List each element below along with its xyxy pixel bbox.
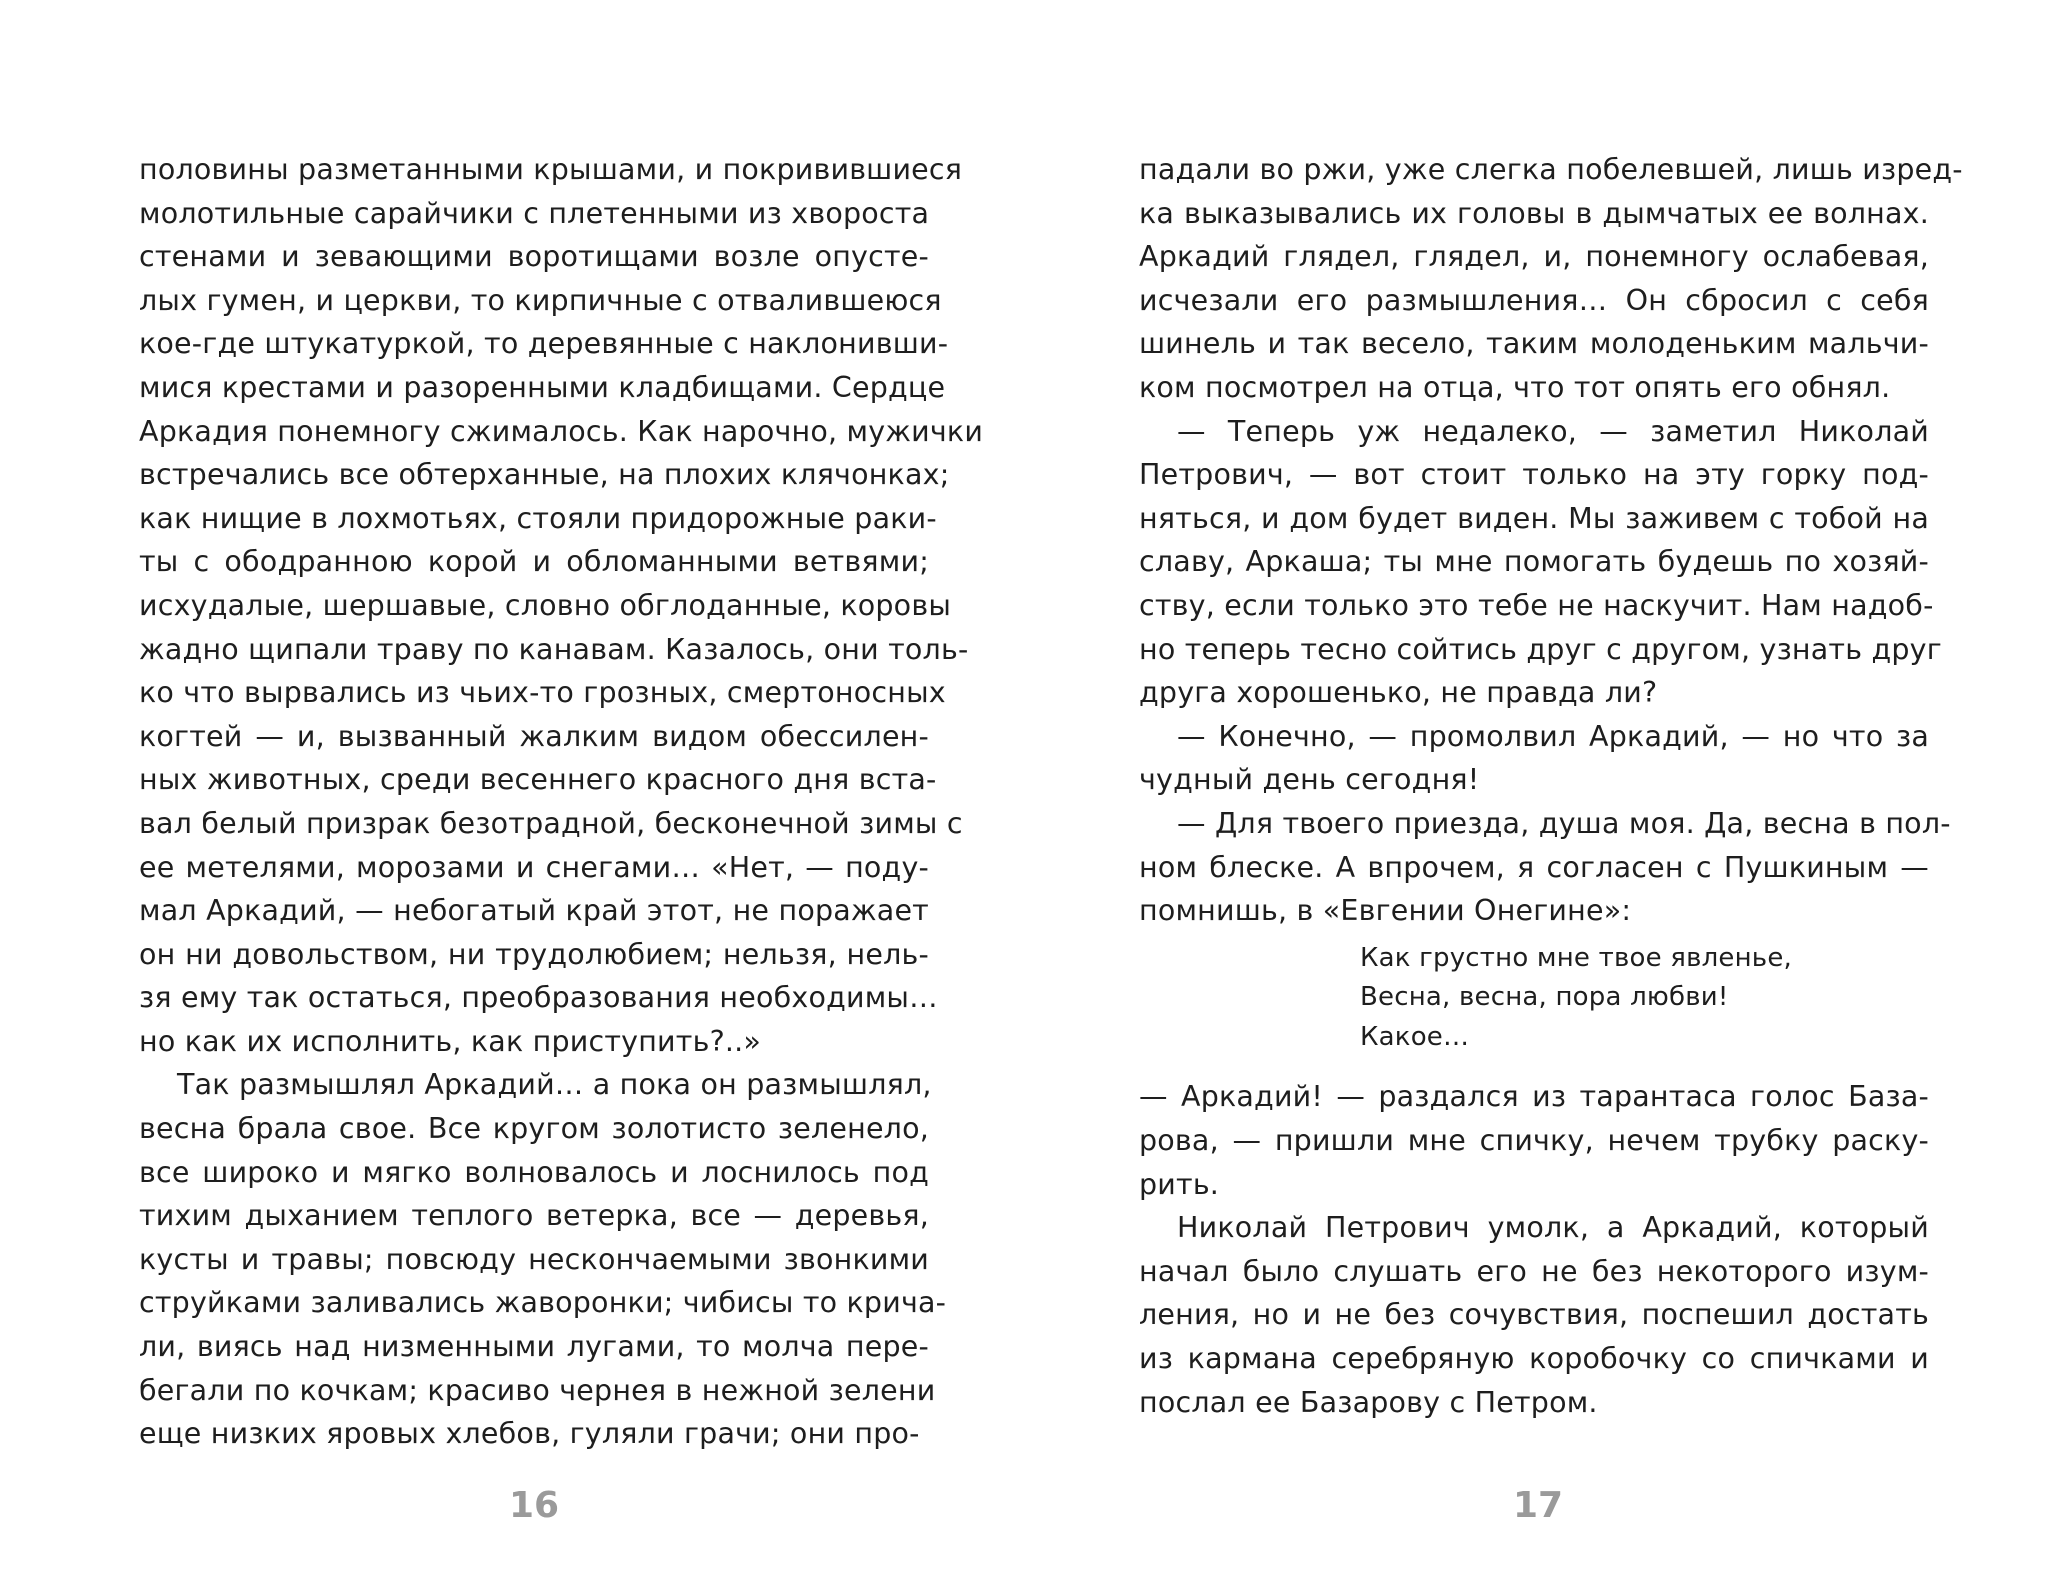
text-line: Аркадий глядел, глядел, и, понемногу ослабевая,: [1139, 240, 1929, 274]
right-page: [1024, 0, 2048, 1575]
verse-line: Как грустно мне твое явленье,: [1360, 942, 1792, 973]
paragraph: [1139, 410, 1942, 715]
paragraph: [1139, 1206, 1929, 1424]
verse-line: Какое…: [1360, 1021, 1470, 1052]
left-page-text: [139, 148, 984, 1456]
text-line: ли, виясь над низменными лугами, то молча пере-: [139, 1330, 929, 1364]
text-line: ты с ободранною корой и обломанными ветвями;: [139, 545, 929, 579]
text-line: кое-где штукатуркой, то деревянные с наклонивши-: [139, 327, 949, 361]
text-line: начал было слушать его не без некоторого изум-: [1139, 1254, 1929, 1288]
text-line: Николай Петрович умолк, а Аркадий, который: [1177, 1211, 1929, 1245]
text-line: жадно щипали траву по канавам. Казалось, они толь-: [139, 632, 969, 666]
text-line: ству, если только это тебе не наскучит. Нам надоб-: [1139, 588, 1934, 622]
page-number-right: 17: [1512, 1485, 1564, 1526]
text-line: ном блеске. А впрочем, я согласен с Пушкиным —: [1139, 850, 1929, 884]
text-line: струйками заливались жаворонки; чибисы то крича-: [139, 1286, 947, 1320]
text-line: кусты и травы; повсюду нескончаемыми звонкими: [139, 1242, 929, 1276]
right-text-after-verse: [1139, 1075, 1929, 1424]
text-line: Так размышлял Аркадий… а пока он размышлял,: [177, 1068, 932, 1102]
text-line: рова, — пришли мне спичку, нечем трубку раску-: [1139, 1124, 1929, 1158]
text-line: Аркадия понемногу сжималось. Как нарочно, мужички: [139, 414, 984, 448]
text-line: половины разметанными крышами, и покривившиеся: [139, 153, 963, 186]
text-line: зя ему так остаться, преобразования необходимы…: [139, 981, 938, 1015]
text-line: послал ее Базарову с Петром.: [1139, 1385, 1598, 1419]
text-line: рить.: [1139, 1167, 1220, 1201]
text-line: все широко и мягко волновалось и лоснилось под: [139, 1155, 929, 1189]
right-text-before-verse: [1139, 148, 1963, 933]
page-number-left: 16: [508, 1485, 560, 1526]
text-line: друга хорошенько, не правда ли?: [1139, 676, 1658, 710]
text-line: Петрович, — вот стоит только на эту горку под-: [1139, 458, 1929, 492]
text-line: ления, но и не без сочувствия, поспешил достать: [1139, 1298, 1929, 1332]
text-line: тихим дыханием теплого ветерка, все — деревья,: [139, 1199, 929, 1233]
paragraph: [1139, 802, 1951, 933]
text-line: шинель и так весело, таким молоденьким мальчи-: [1139, 327, 1929, 361]
text-line: ка выказывались их головы в дымчатых ее волнах.: [1139, 196, 1929, 230]
text-line: чудный день сегодня!: [1139, 763, 1480, 797]
text-line: ее метелями, морозами и снегами… «Нет, — поду-: [139, 850, 929, 884]
text-line: из кармана серебряную коробочку со спичками и: [1139, 1342, 1929, 1376]
paragraph: [139, 1063, 947, 1455]
text-line: помнишь, в «Евгении Онегине»:: [1139, 894, 1632, 928]
text-line: падали во ржи, уже слегка побелевшей, лишь изред-: [1139, 153, 1963, 186]
text-line: встречались все обтерханные, на плохих клячонках;: [139, 458, 950, 492]
text-line: но как их исполнить, как приступить?..»: [139, 1024, 762, 1058]
text-line: мал Аркадий, — небогатый край этот, не поражает: [139, 894, 929, 928]
paragraph: [1139, 715, 1929, 802]
text-line: когтей — и, вызванный жалким видом обессилен-: [139, 719, 929, 753]
text-line: лых гумен, и церкви, то кирпичные с отвалившеюся: [139, 283, 942, 317]
poem-quote: [1139, 939, 1929, 1058]
text-line: славу, Аркаша; ты мне помогать будешь по хозяй-: [1139, 545, 1929, 579]
text-line: как нищие в лохмотьях, стояли придорожные раки-: [139, 501, 937, 535]
text-line: молотильные сарайчики с плетенными из хвороста: [139, 196, 930, 230]
paragraph: [1139, 1075, 1929, 1206]
text-line: мися крестами и разоренными кладбищами. Сердце: [139, 370, 946, 404]
text-line: исхудалые, шершавые, словно обглоданные, коровы: [139, 588, 952, 622]
text-line: весна брала свое. Все кругом золотисто зеленело,: [139, 1112, 929, 1146]
text-line: стенами и зевающими воротищами возле опустe-: [139, 240, 929, 274]
text-line: бегали по кочкам; красиво чернея в нежной зелени: [139, 1373, 936, 1407]
text-line: ко что вырвались из чьих-то грозных, смертоносных: [139, 676, 946, 710]
text-line: ком посмотрел на отца, что тот опять его обнял.: [1139, 370, 1891, 404]
text-line: няться, и дом будет виден. Мы заживем с тобой на: [1139, 501, 1929, 535]
text-line: — Конечно, — промолвил Аркадий, — но что за: [1177, 719, 1929, 753]
verse-line: Весна, весна, пора любви!: [1360, 982, 1729, 1013]
text-line: ных животных, среди весеннего красного дня вста-: [139, 763, 937, 797]
text-line: исчезали его размышления… Он сбросил с себя: [1139, 283, 1929, 317]
text-line: еще низких яровых хлебов, гуляли грачи; они про-: [139, 1417, 920, 1451]
paragraph: [1139, 148, 1963, 410]
text-line: он ни довольством, ни трудолюбием; нельзя, нель-: [139, 937, 929, 971]
paragraph: [139, 148, 984, 1063]
text-line: — Для твоего приезда, душа моя. Да, весна в пол-: [1177, 806, 1951, 840]
text-line: — Аркадий! — раздался из тарантаса голос База-: [1139, 1080, 1929, 1114]
text-line: вал белый призрак безотрадной, бесконечной зимы с: [139, 806, 963, 840]
text-line: — Теперь уж недалеко, — заметил Николай: [1177, 414, 1929, 448]
text-line: но теперь тесно сойтись друг с другом, узнать друг: [1139, 632, 1942, 666]
right-page-text: [1139, 148, 1963, 1424]
